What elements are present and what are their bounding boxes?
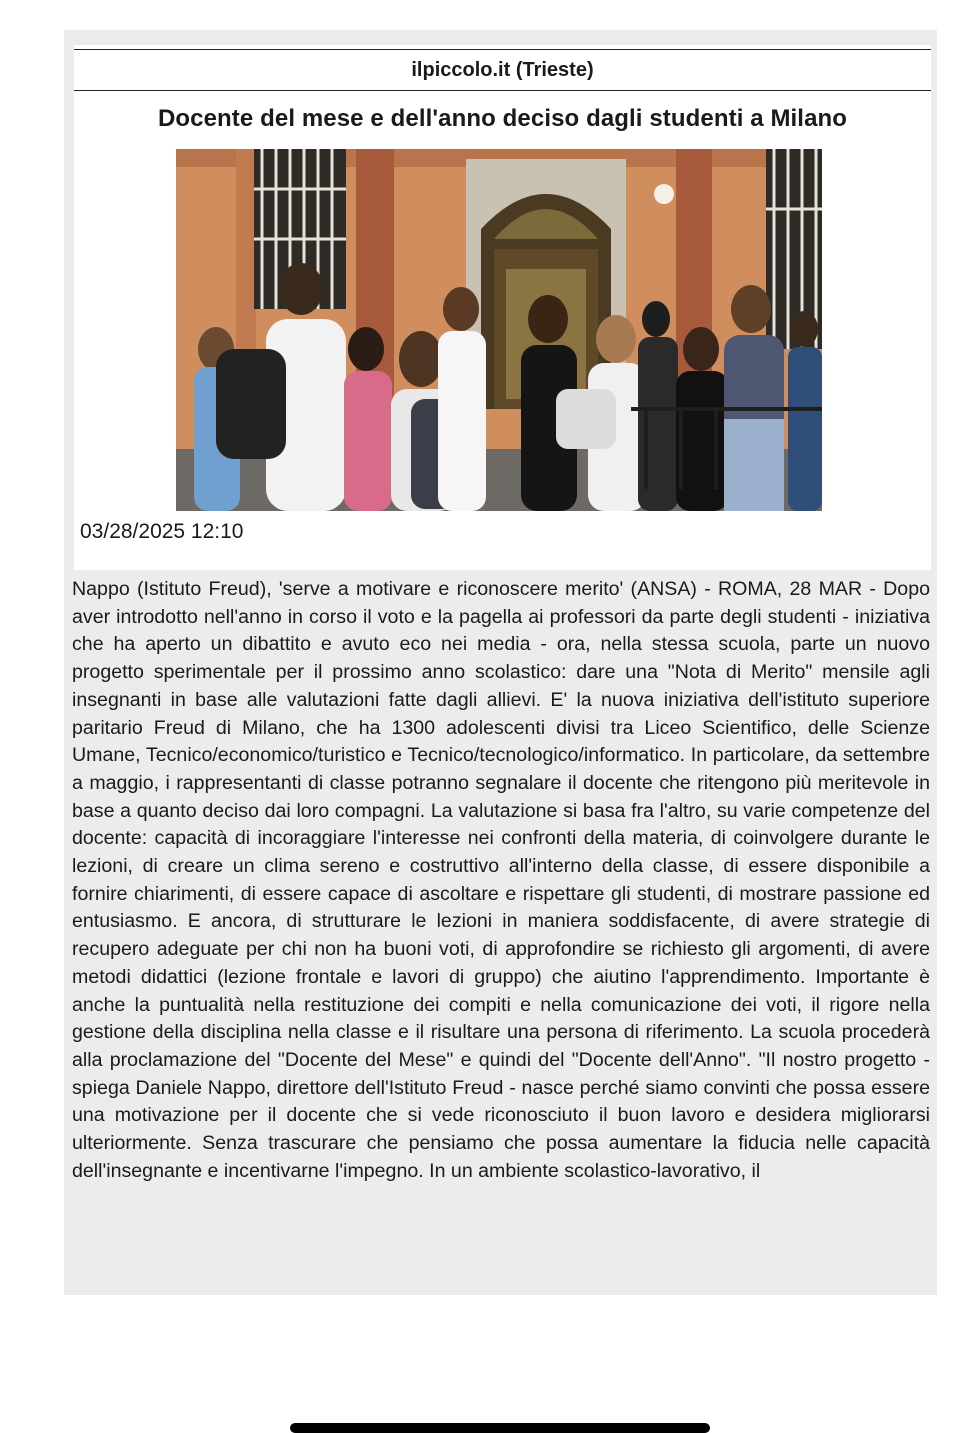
home-indicator-bar[interactable] <box>290 1423 710 1433</box>
photo-students-school-entrance-icon <box>176 149 822 511</box>
article-header-card <box>74 45 931 570</box>
source-label: ilpiccolo.it (Trieste) <box>74 49 931 91</box>
article-headline: Docente del mese e dell'anno deciso dagli studenti a Milano <box>157 105 848 132</box>
article-clipping <box>64 30 937 1295</box>
article-photo <box>176 149 822 511</box>
article-body: Nappo (Istituto Freud), 'serve a motivare e riconoscere merito' (ANSA) - ROMA, 28 MAR - Dopo aver introdotto nell'anno in corso il voto e la pagella ai professori da parte degli studenti - iniziativa che ha aperto un dibattito e avuto eco nei media - ora, nella stessa scuola, parte un nuovo progetto sperimentale per il prossimo anno scolastico: dare una "Nota di Merito" mensile agli insegnanti in base alle valutazioni fatte dagli allievi. E' la nuova iniziativa dell'istituto superiore paritario Freud di Milano, che ha 1300 adolescenti divisi tra Liceo Scientifico, delle Scienze Umane, Tecnico/economico/turistico e Tecnico/tecnologico/informatico. In particolare, da settembre a maggio, i rappresentanti di classe potranno segnalare il docente che ritengono più meritevole in base a quanto deciso dai loro compagni. La valutazione si basa fra l'altro, su varie competenze del docente: capacità di incoraggiare l'interesse nei confronti della materia, di coinvolgere durante le lezioni, di creare un clima sereno e costruttivo all'interno della classe, di essere disponibile a fornire chiarimenti, di essere capace di ascoltare e rispettare gli studenti, di mostrare passione ed entusiasmo. E ancora, di strutturare le lezioni in maniera soddisfacente, di avere strategie di recupero adeguate per chi non ha buoni voti, di approfondire se richiesto gli argomenti, di avere metodi didattici (lezione frontale e lavori di gruppo) che aiutino l'apprendimento. Importante è anche la puntualità nella restituzione dei compiti e nella comunicazione dei voti, il rigore nella gestione della disciplina nella classe e il risultare una persona di riferimento. La scuola procederà alla proclamazione del "Docente del Mese" e quindi del "Docente dell'Anno". "Il nostro progetto - spiega Daniele Nappo, direttore dell'Istituto Freud - nasce perché siamo convinti che possa essere una motivazione per il docente che si vede riconosciuto il buon lavoro e desidera migliorarsi ulteriormente. Senza trascurare che pensiamo che possa aumentare la fiducia nelle capacità dell'insegnante e incentivarne l'impegno. In un ambiente scolastico-lavorativo, il <box>72 578 930 1182</box>
publication-date: 03/28/2025 12:10 <box>80 520 244 543</box>
